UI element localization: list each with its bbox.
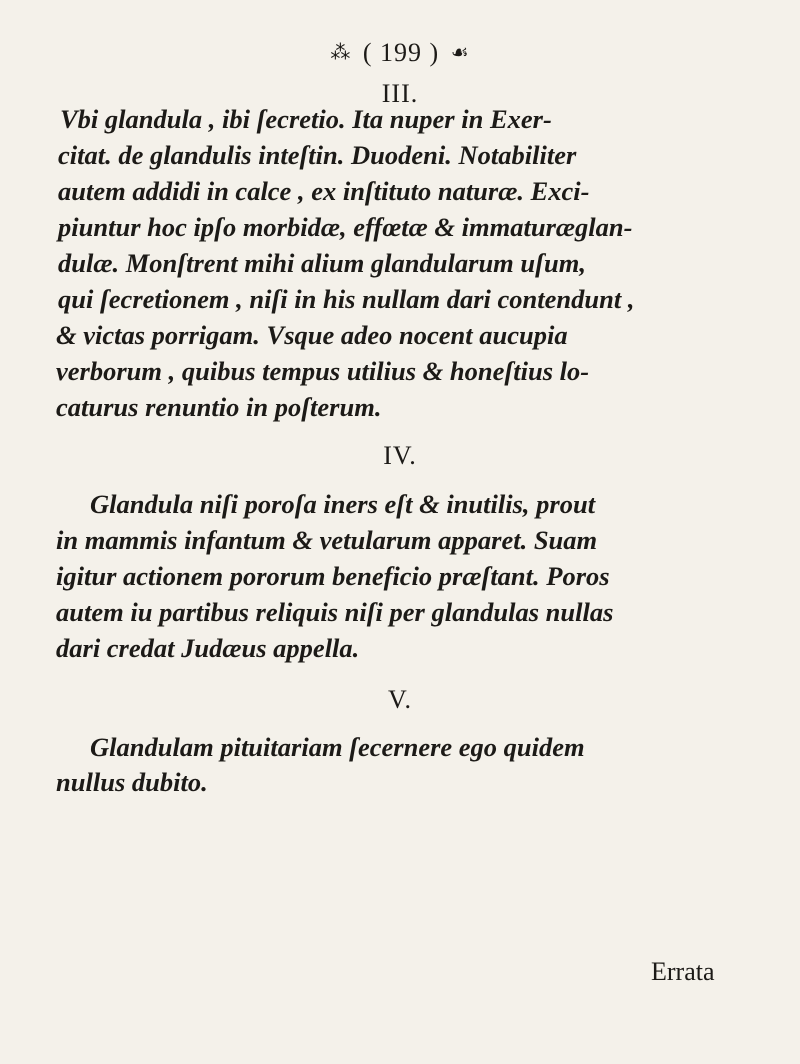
text-line: Glandula niſi poroſa iners eſt & inutilis, prout: [90, 489, 596, 519]
text-line: in mammis infantum & vetularum apparet. Suam: [56, 525, 598, 555]
section-number: III.: [381, 79, 419, 108]
text-line: qui ſecretionem , niſi in his nullam dari contendunt ,: [58, 284, 635, 314]
text-line: igitur actionem pororum beneficio præſtant. Poros: [56, 561, 610, 591]
text-line: & victas porrigam. Vsque adeo nocent aucupia: [56, 320, 568, 350]
text-line: piuntur hoc ipſo morbidæ, effœtæ & immaturæglan-: [58, 212, 633, 242]
ornament-left-icon: ⁂: [330, 42, 352, 64]
text-line: dulæ. Monſtrent mihi alium glandularum uſum,: [58, 248, 586, 278]
ornament-right-icon: ☙: [450, 42, 470, 64]
close-paren: ): [429, 38, 440, 67]
catchword: Errata: [651, 957, 715, 986]
text-line: Vbi glandula , ibi ſecretio. Ita nuper in Exer-: [60, 104, 552, 134]
open-paren: (: [362, 38, 373, 67]
section-number: V.: [388, 685, 412, 714]
text-line: nullus dubito.: [56, 767, 208, 797]
page-number: 199: [380, 38, 423, 67]
text-line: Glandulam pituitariam ſecernere ego quidem: [90, 732, 585, 762]
section-number: IV.: [383, 441, 417, 470]
text-line: verborum , quibus tempus utilius & honeſtius lo-: [56, 356, 590, 386]
text-line: caturus renuntio in poſterum.: [56, 392, 382, 422]
text-line: citat. de glandulis inteſtin. Duodeni. Notabiliter: [58, 140, 577, 170]
page-header: [0, 38, 800, 68]
text-line: autem addidi in calce , ex inſtituto naturæ. Exci-: [58, 176, 590, 206]
text-line: autem iu partibus reliquis niſi per glandulas nullas: [56, 597, 614, 627]
text-line: dari credat Judæus appella.: [56, 633, 360, 663]
